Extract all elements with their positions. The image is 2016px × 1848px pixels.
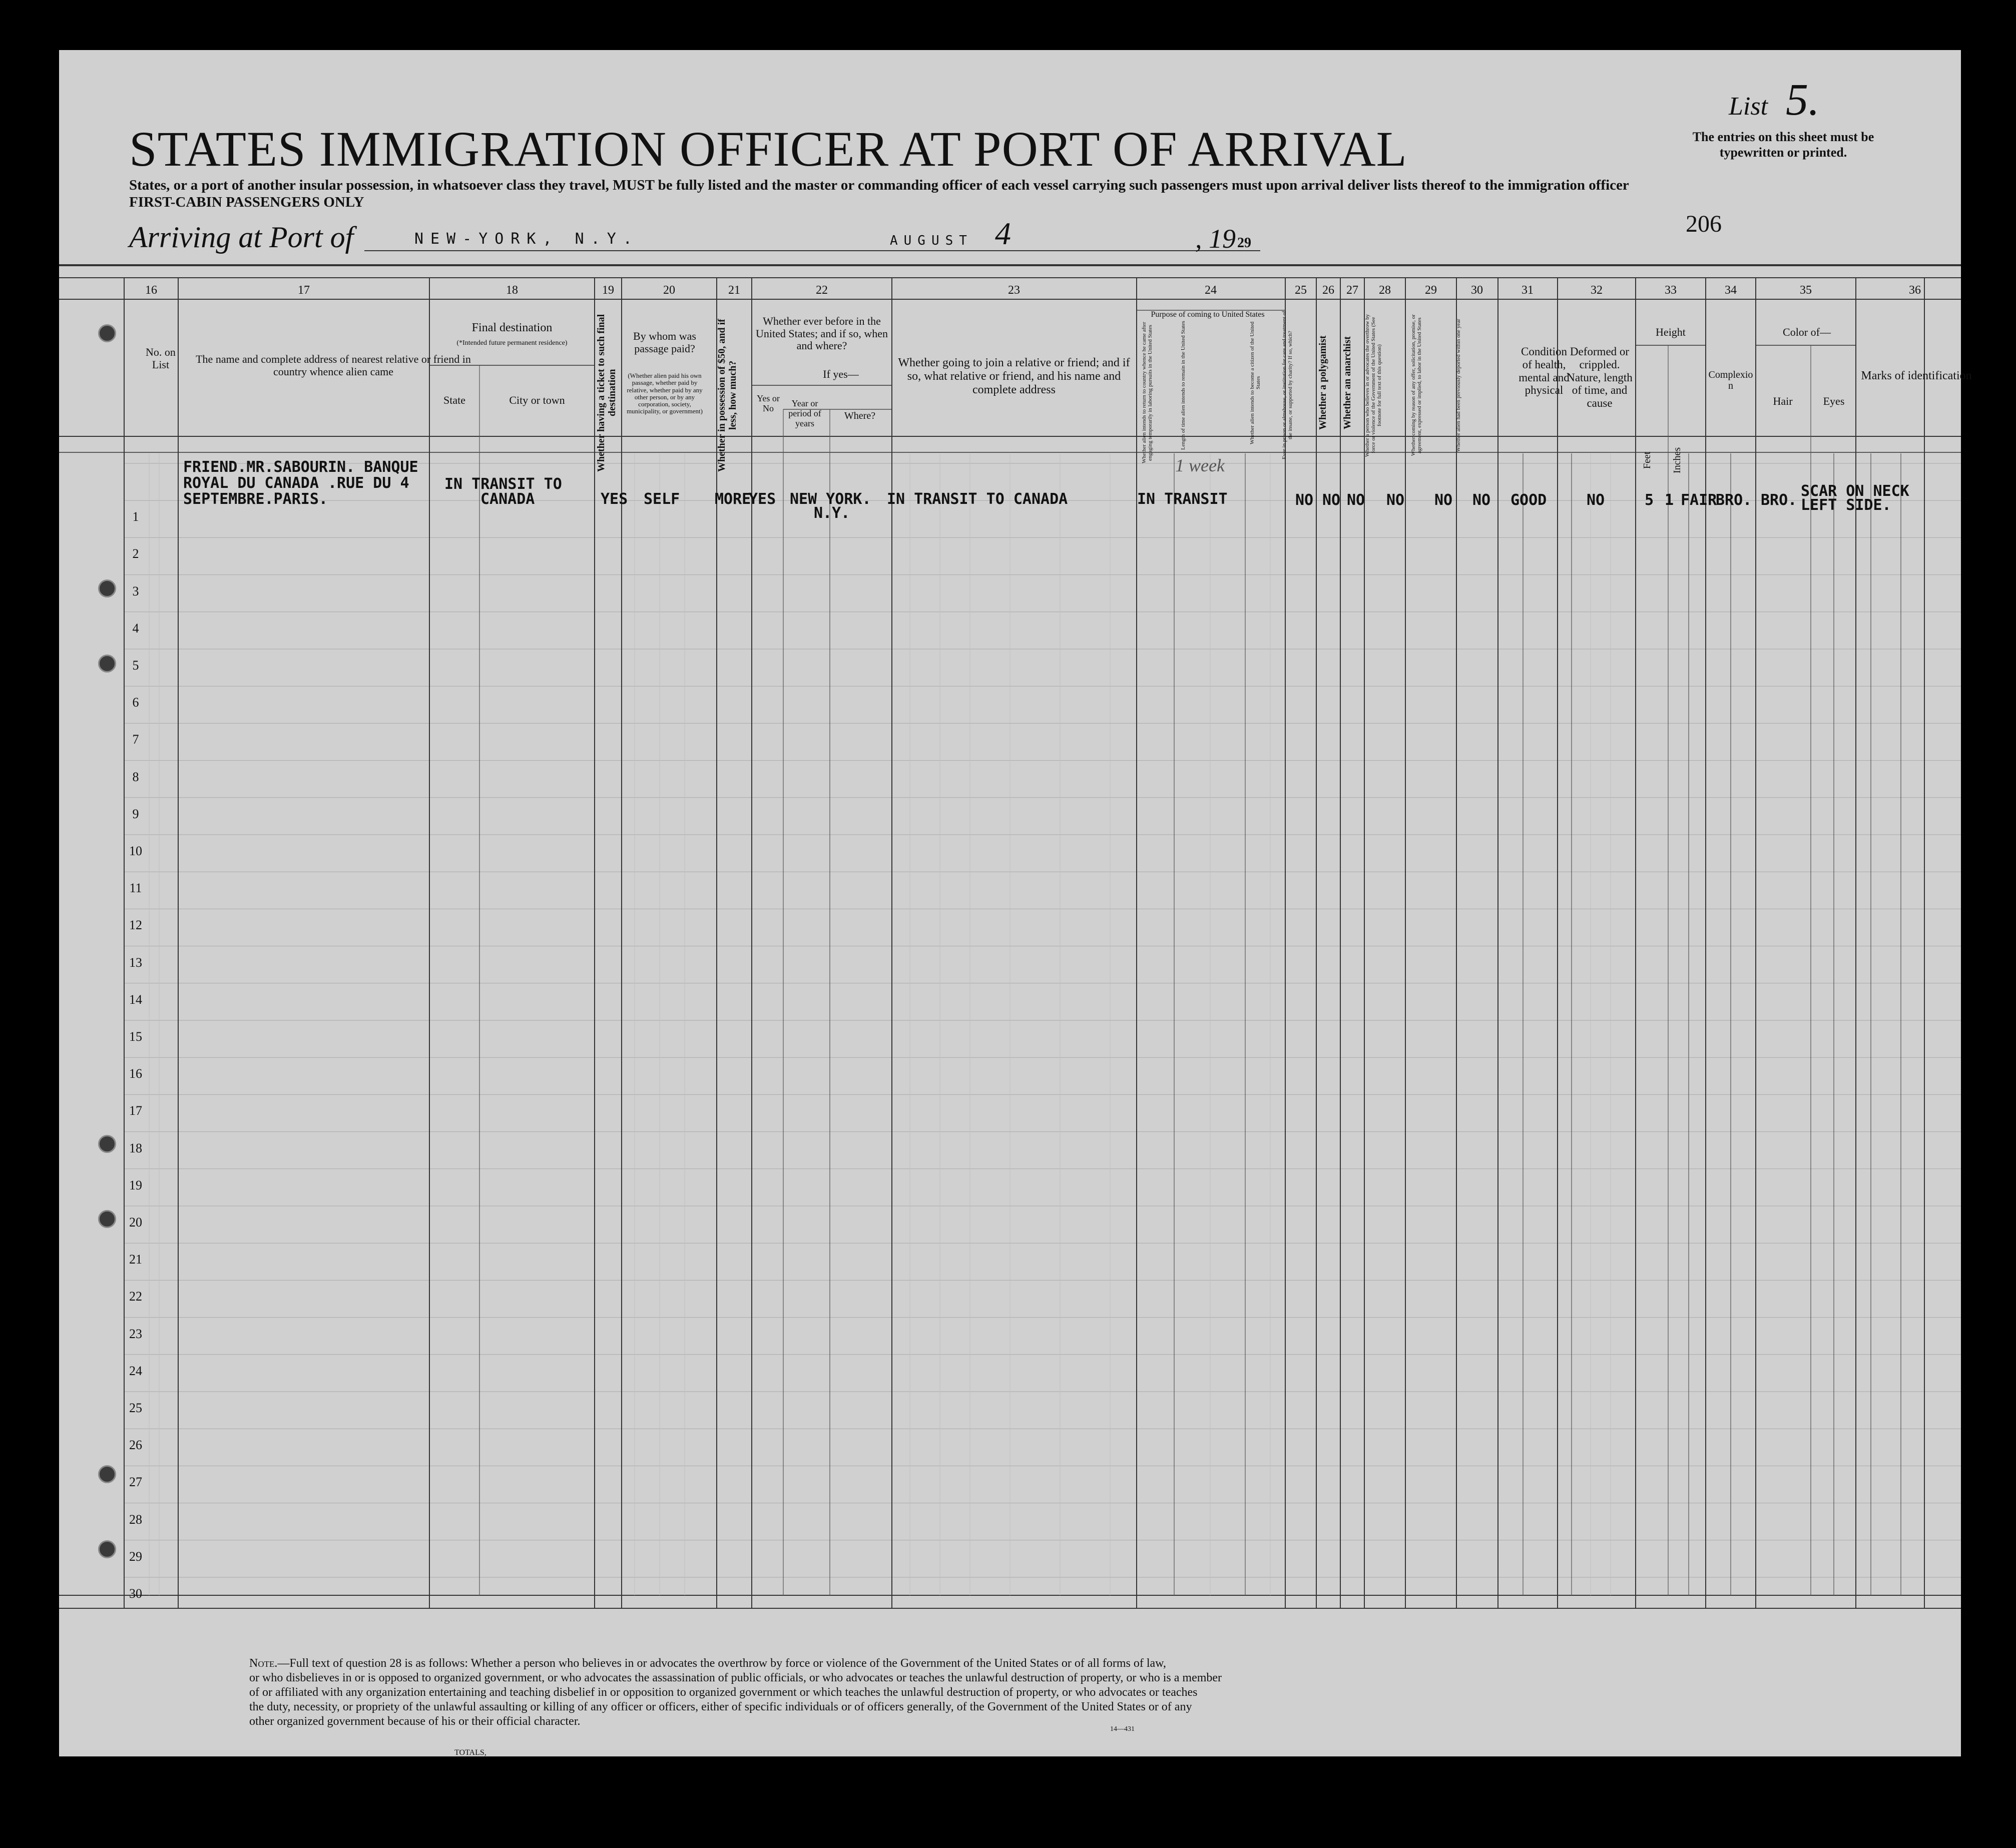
- entry-complexion: FAIR: [1681, 491, 1717, 509]
- header-if-yes: If yes—: [823, 368, 859, 380]
- entry-join: IN TRANSIT TO CANADA: [887, 490, 1068, 508]
- entry-feet: 5: [1645, 491, 1654, 509]
- row-number: 29: [129, 1549, 142, 1564]
- header-passage-note: (Whether alien paid his own passage, whether paid by relative, whether paid by any other person, or by any corporation, society, municipality, or government): [627, 372, 703, 415]
- header-polygamist: Whether a polygamist: [1317, 335, 1328, 430]
- row-number: 7: [132, 732, 139, 747]
- header-prisoner: Ever in prison or almshouse, or institution for care and treatment of the insane, or supported by charity? If so, which?: [1281, 311, 1294, 460]
- header-city: City or town: [509, 394, 565, 406]
- header-deformed: Deformed or crippled. Nature, length of time, and cause: [1567, 345, 1633, 409]
- header-purpose-a: Whether alien intends to return to country whence he came after engaging temporarily in laboring pursuits in the United States: [1141, 322, 1154, 464]
- punch-hole: [98, 1135, 116, 1153]
- header-health: Condition of health, mental and physical: [1519, 345, 1570, 397]
- header-overthrow: Whether a person who believes in or advocates the overthrow by force or violence of the Government of the United States (See footnote for full text of this question): [1364, 314, 1383, 457]
- entry-marks-line2: LEFT SIDE.: [1801, 496, 1891, 514]
- column-number: 16: [145, 284, 157, 297]
- header-final-destination-note: (*Intended future permanent residence): [456, 339, 568, 347]
- entry-deformed: NO: [1587, 491, 1605, 509]
- day-value: 4: [995, 216, 1011, 251]
- footnote-line4: the duty, necessity, or propriety of the unlawful assaulting or killing of any officer or officers, either of specific individuals or of officers generally, of the Government of the United States or of any: [249, 1700, 1192, 1713]
- header-anarchist: Whether an anarchist: [1342, 336, 1353, 429]
- header-deported: Whether alien had been previously deported within one year: [1455, 319, 1461, 452]
- row-number: 5: [132, 658, 139, 673]
- header-purpose: Purpose of coming to United States: [1151, 310, 1265, 319]
- column-number: 20: [663, 284, 675, 297]
- arriving-label: Arriving at Port of: [129, 221, 354, 254]
- header-before-us: Whether ever before in the United States; and if so, when and where?: [756, 315, 888, 352]
- entry-relative-line1: FRIEND.MR.SABOURIN. BANQUE: [183, 458, 418, 476]
- header-ticket: Whether having a ticket to such final destination: [596, 314, 618, 472]
- entry-destination-line2: CANADA: [480, 490, 535, 508]
- header-final-destination: Final destination: [471, 321, 553, 334]
- header-money: Whether in possession of $50, and if less, how much?: [716, 319, 738, 472]
- year-suffix: 29: [1237, 235, 1251, 251]
- column-number: 30: [1471, 284, 1483, 297]
- row-number: 3: [132, 583, 139, 598]
- entry-where-line1: NEW YORK.: [790, 490, 871, 508]
- row-number: 8: [132, 769, 139, 784]
- entry-relative-line2: ROYAL DU CANADA .RUE DU 4: [183, 474, 409, 492]
- column-number: 36: [1909, 284, 1921, 297]
- entry-destination-line1: IN TRANSIT TO: [444, 475, 562, 493]
- header-marks: Marks of identification: [1861, 369, 1972, 382]
- row-number: 14: [129, 992, 142, 1007]
- column-number: 28: [1379, 284, 1391, 297]
- page-title: STATES IMMIGRATION OFFICER AT PORT OF ARRIVAL: [129, 121, 1407, 177]
- column-number: 21: [728, 284, 740, 297]
- cabin-class: FIRST-CABIN PASSENGERS ONLY: [129, 194, 364, 210]
- entry-hair: BRO.: [1716, 491, 1752, 509]
- row-number: 13: [129, 955, 142, 970]
- header-height: Height: [1656, 326, 1686, 338]
- footnote-label: Note.: [249, 1657, 278, 1670]
- header-purpose-b: Length of time alien intends to remain in the United States: [1180, 321, 1186, 450]
- column-number: 17: [298, 284, 310, 297]
- column-number: 31: [1522, 284, 1534, 297]
- row-number: 26: [129, 1438, 142, 1453]
- row-number: 18: [129, 1140, 142, 1155]
- column-number: 18: [506, 284, 518, 297]
- punch-hole: [98, 655, 116, 673]
- row-number: 9: [132, 806, 139, 821]
- punch-hole: [98, 579, 116, 597]
- footnote: [249, 1656, 1310, 1729]
- row-number: 10: [129, 843, 142, 858]
- entry-eyes: BRO.: [1761, 491, 1797, 509]
- row-number: 4: [132, 621, 139, 636]
- column-number: 19: [602, 284, 614, 297]
- table-grid: [59, 50, 1961, 1756]
- column-number: 24: [1205, 284, 1217, 297]
- column-number: 26: [1322, 284, 1334, 297]
- entry-overthrow: NO: [1386, 491, 1405, 509]
- entry-ticket: YES: [601, 490, 628, 508]
- row-number: 2: [132, 546, 139, 561]
- header-contract: Whether coming by reason of any offer, solicitation, promise, or agreement, expressed or implied, to labor in the United States: [1410, 314, 1423, 456]
- header-feet: Feet: [1642, 451, 1653, 469]
- entry-handwritten-length: 1 week: [1175, 455, 1225, 475]
- header-purpose-c: Whether alien intends to become a citizen of the United States: [1249, 321, 1262, 444]
- column-number: 23: [1008, 284, 1020, 297]
- row-number: 15: [129, 1029, 142, 1044]
- column-number: 32: [1591, 284, 1603, 297]
- header-passage: By whom was passage paid?: [633, 330, 696, 355]
- header-no-on-list: No. on List: [146, 346, 176, 371]
- entry-relative-line3: SEPTEMBRE.PARIS.: [183, 490, 328, 508]
- footnote-line1: [249, 1656, 1310, 1671]
- row-number: 20: [129, 1214, 142, 1229]
- entry-purpose: IN TRANSIT: [1137, 490, 1228, 508]
- row-number: 16: [129, 1066, 142, 1081]
- punch-hole: [98, 1540, 116, 1558]
- header-state: State: [443, 394, 465, 406]
- header-eyes: Eyes: [1823, 395, 1845, 407]
- row-number: 22: [129, 1289, 142, 1304]
- header-join: Whether going to join a relative or friend; and if so, what relative or friend, and his name and complete address: [898, 356, 1130, 396]
- column-number: 35: [1800, 284, 1812, 297]
- row-number: 25: [129, 1400, 142, 1415]
- year-prefix: , 19: [1195, 224, 1236, 254]
- footnote-line5: other organized government because of his or their official character.: [249, 1715, 581, 1728]
- row-number: 30: [129, 1586, 142, 1601]
- row-number: 28: [129, 1512, 142, 1527]
- entry-passage: SELF: [644, 490, 680, 508]
- row-number: 6: [132, 695, 139, 710]
- list-number: 5.: [1786, 75, 1820, 125]
- entry-health: GOOD: [1510, 491, 1547, 509]
- header-where: Where?: [844, 410, 876, 421]
- header-subtitle: States, or a port of another insular possession, in whatsoever class they travel, MUST be fully listed and the master or commanding officer of each vessel carrying such passengers must upon arrival deliver lists thereof to the immigration officer: [129, 177, 1629, 193]
- header-yes-no: Yes or No: [757, 393, 780, 414]
- row-number: 1: [132, 509, 139, 524]
- entry-anarchist: NO: [1347, 491, 1365, 509]
- entry-deported: NO: [1472, 491, 1491, 509]
- punch-hole: [98, 1210, 116, 1228]
- column-number: 34: [1725, 284, 1737, 297]
- footnote-text: —Full text of question 28 is as follows: Whether a person who believes in or advocates the overthrow by force or violence of the Government of the United States or of all forms of law,: [277, 1657, 1166, 1670]
- column-number: 22: [816, 284, 828, 297]
- row-number: 27: [129, 1475, 142, 1490]
- header-relative: The name and complete address of nearest relative or friend in country whence alien came: [196, 353, 471, 378]
- port-value: NEW-YORK, N.Y.: [414, 230, 639, 248]
- form-number: 14—431: [1110, 1725, 1135, 1733]
- column-number: 33: [1665, 284, 1677, 297]
- header-year-period: Year or period of years: [788, 398, 821, 429]
- month-value: AUGUST: [890, 233, 973, 248]
- footnote-line2: or who disbelieves in or is opposed to organized government, or who advocates the assassination of public officials, or who advocates or teaches the unlawful destruction of property, or who is a member: [249, 1671, 1222, 1684]
- footnote-line3: of or affiliated with any organization entertaining and teaching disbelief in or opposition to organized government or which teaches the unlawful destruction of property, or who advocates or teaches: [249, 1686, 1198, 1699]
- row-number: 17: [129, 1103, 142, 1118]
- totals-label: TOTALS,: [454, 1748, 486, 1757]
- entry-inches: 1: [1665, 491, 1674, 509]
- entry-contract: NO: [1434, 491, 1453, 509]
- punch-hole: [98, 324, 116, 342]
- row-number: 12: [129, 918, 142, 933]
- header-inches: Inches: [1672, 447, 1683, 474]
- column-number: 25: [1295, 284, 1307, 297]
- entry-before: YES: [749, 490, 776, 508]
- row-number: 11: [129, 881, 142, 896]
- column-number: 29: [1425, 284, 1437, 297]
- punch-hole: [98, 1465, 116, 1483]
- row-number: 23: [129, 1326, 142, 1341]
- header-color-of: Color of—: [1783, 326, 1831, 338]
- row-number: 24: [129, 1363, 142, 1378]
- row-number: 19: [129, 1177, 142, 1192]
- row-number: 21: [129, 1252, 142, 1267]
- entry-prisoner: NO: [1295, 491, 1314, 509]
- sheet-number: 206: [1686, 211, 1722, 237]
- entry-money: MORE: [715, 490, 751, 508]
- list-label: List: [1729, 92, 1768, 121]
- manifest-sheet: [59, 50, 1972, 1757]
- column-number: 27: [1346, 284, 1358, 297]
- entry-polygamist: NO: [1322, 491, 1341, 509]
- entry-marks-line1: SCAR ON NECK: [1801, 482, 1909, 500]
- port-underline: [364, 250, 930, 251]
- entries-note: The entries on this sheet must be typewritten or printed.: [1692, 130, 1874, 160]
- entry-where-line2: N.Y.: [814, 504, 850, 522]
- header-complexion: Complexion: [1708, 369, 1753, 392]
- header-hair: Hair: [1773, 395, 1793, 407]
